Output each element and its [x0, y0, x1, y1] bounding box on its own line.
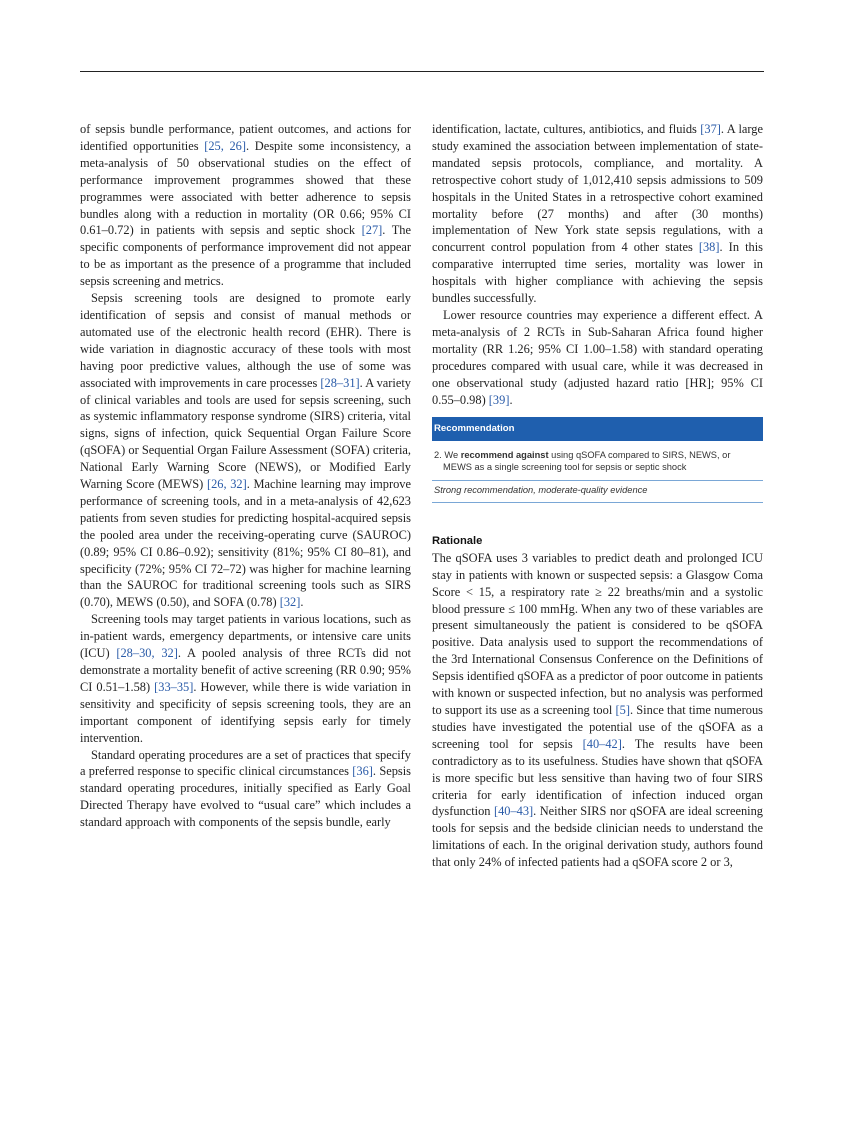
paragraph: Lower resource countries may experience a different effect. A meta-analysis of 2 RCTs in Sub-Saharan Africa found higher mortality (RR 1.26; 95% CI 1.00–1.58) with standard operating procedures compared with usual care, while it was decreased in one observational study (adjusted hazard ratio [HR]; 95% CI 0.55–0.98) [39].: [432, 307, 763, 407]
recommendation-text: 2. We recommend against using qSOFA compared to SIRS, NEWS, or MEWS as a single screening tool for sepsis or septic shock: [434, 450, 731, 472]
left-column: [80, 121, 411, 831]
right-column: [432, 121, 763, 871]
recommendation-grade: Strong recommendation, moderate-quality evidence: [432, 480, 763, 502]
recommendation-heading: Recommendation: [432, 417, 763, 443]
rationale-heading: Rationale: [432, 534, 483, 547]
paragraph: Standard operating procedures are a set of practices that specify a preferred response to specific clinical circumstances [36]. Sepsis standard operating procedures, initially specified as Early Goal Directed Therapy have evolved to “usual care” which includes a standard approach with components of the sepsis bundle, early: [80, 747, 411, 830]
citation-link[interactable]: [40–43]: [493, 804, 534, 819]
citation-link[interactable]: [26, 32]: [206, 477, 247, 492]
paragraph: of sepsis bundle performance, patient outcomes, and actions for identified opportunities [25, 26]. Despite some inconsistency, a meta-analysis of 50 observational studies on the effect of performance improvement programmes showed that these programmes were associated with better adherence to sepsis bundles along with a reduction in mortality (OR 0.66; 95% CI 0.61–0.72) in patients with sepsis and septic shock [27]. The specific components of performance improvement did not appear to be as important as the presence of a programme that included sepsis screening and metrics.: [80, 122, 411, 289]
citation-link[interactable]: [33–35]: [154, 679, 194, 694]
citation-link[interactable]: [39]: [488, 392, 510, 407]
citation-link[interactable]: [5]: [615, 702, 630, 717]
citation-link[interactable]: [36]: [352, 764, 373, 779]
paragraph: Sepsis screening tools are designed to promote early identification of sepsis and consist of manual methods or automated use of the electronic health record (EHR). There is wide variation in diagnostic accuracy of these tools with most having poor predictive values, although the use of some was associated with improvements in care processes [28–31]. A variety of clinical variables and tools are used for sepsis screening, such as systemic inflammatory response syndrome (SIRS) criteria, vital signs, signs of infection, quick Sequential Organ Failure Score (qSOFA) or Sequential Organ Failure Assessment (SOFA) criteria, National Early Warning Score (NEWS), or Modified Early Warning Score (MEWS) [26, 32]. Machine learning may improve performance of screening tools, and in a meta-analysis of 42,623 patients from seven studies for predicting hospital-acquired sepsis the pooled area under the receiving-operating curve (SAUROC) (0.89; 95% CI 0.86–0.92); sensitivity (81%; 95% CI 80–81), and specificity (72%; 95% CI 72–72) was higher for machine learning than the SAUROC for traditional screening tools such as SIRS (0.70), MEWS (0.50), and SOFA (0.78) [32].: [80, 291, 411, 610]
paragraph: Screening tools may target patients in various locations, such as in-patient wards, emergency departments, or intensive care units (ICU) [28–30, 32]. A pooled analysis of three RCTs did not demonstrate a mortality benefit of active screening (RR 0.90; 95% CI 0.51–1.58) [33–35]. However, while there is wide variation in sensitivity and specificity of sepsis screening tools, they are an important component of identifying sepsis early for timely intervention.: [80, 612, 411, 745]
citation-link[interactable]: [40–42]: [582, 736, 622, 751]
paragraph: The qSOFA uses 3 variables to predict death and prolonged ICU stay in patients with known or suspected sepsis: a Glasgow Coma Score < 15, a respiratory rate ≥ 22 breaths/min and a systolic blood pressure ≤ 100 mmHg. When any two of these variables are present simultaneously the patient is considered to be qSOFA positive. Data analysis used to support the recommendations of the 3rd International Consensus Conference on the Definitions of Sepsis identified qSOFA as a predictor of poor outcome in patients with known or suspected infection, but no analysis was performed to support its use as a screening tool [5]. Since that time numerous studies have investigated the potential use of the qSOFA as a screening tool for sepsis [40–42]. The results have been contradictory as to its usefulness. Studies have shown that qSOFA is more specific but less sensitive than having two of four SIRS criteria for early identification of infection induced organ dysfunction [40–43]. Neither SIRS nor qSOFA are ideal screening tools for sepsis and the bedside clinician needs to understand the limitations of each. In the original derivation study, authors found that only 24% of infected patients had a qSOFA score 2 or 3,: [432, 550, 764, 870]
recommendation-box: [432, 417, 763, 503]
citation-link[interactable]: [28–31]: [320, 375, 360, 390]
citation-link[interactable]: [25, 26]: [204, 138, 246, 153]
header-rule: [80, 71, 764, 72]
recommendation-number: 2.: [434, 450, 442, 461]
citation-link[interactable]: [32]: [279, 595, 301, 610]
citation-link[interactable]: [27]: [361, 223, 383, 238]
citation-link[interactable]: [28–30, 32]: [116, 646, 178, 661]
paragraph: identification, lactate, cultures, antibiotics, and fluids [37]. A large study examined the association between implementation of state-mandated sepsis protocols, compliance, and mortality. A retrospective cohort study of 1,012,410 sepsis admissions to 509 hospitals in the United States in a retrospective cohort examined mortality before (27 months) and after (30 months) implementation of New York state sepsis regulations, with a concurrent control population from 4 other states [38]. In this comparative interrupted time series, mortality was lower in hospitals with higher compliance with achieving the sepsis bundles successfully.: [432, 122, 763, 306]
citation-link[interactable]: [37]: [700, 122, 721, 136]
citation-link[interactable]: [38]: [698, 240, 720, 255]
recommendation-strength: recommend against: [460, 450, 549, 461]
